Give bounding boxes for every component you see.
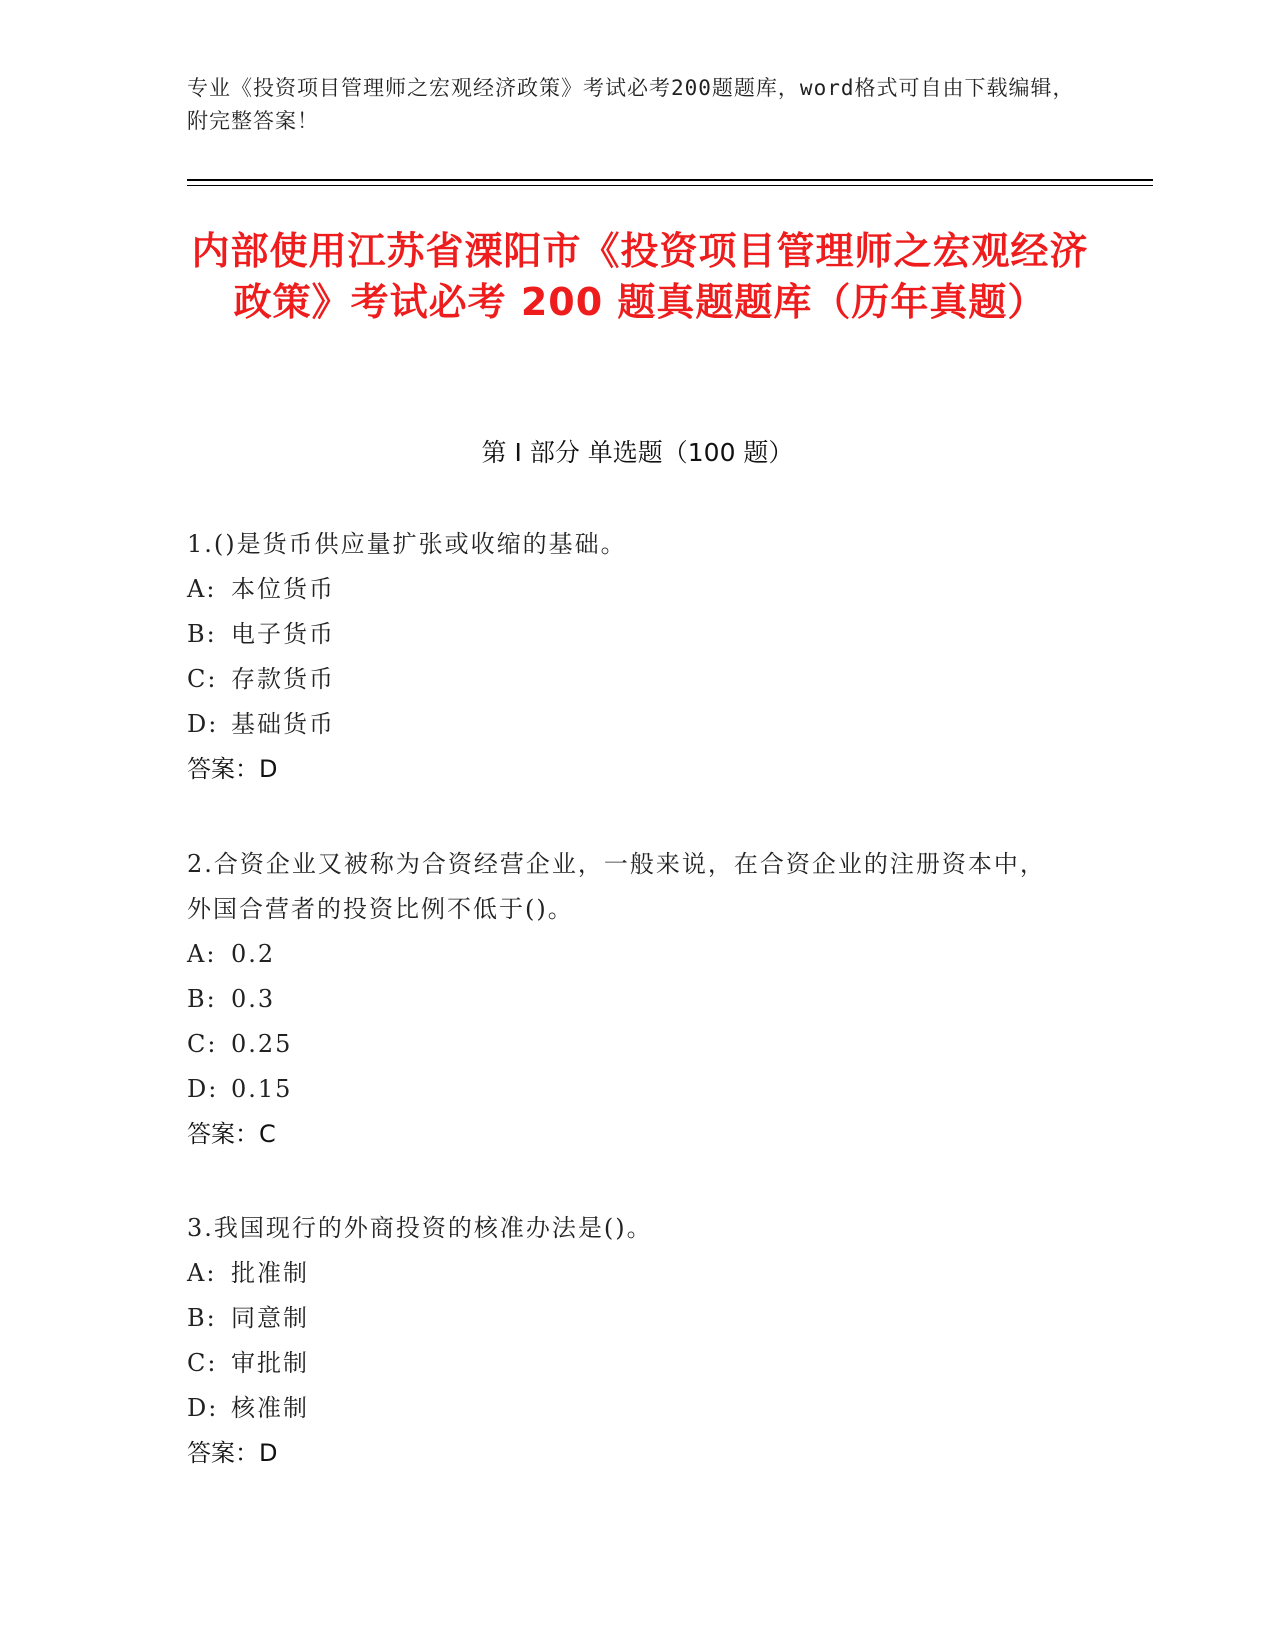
question-item	[187, 1206, 1067, 1476]
question-item	[187, 842, 1067, 1157]
option-text: 核准制	[231, 1394, 309, 1422]
option-a	[187, 932, 1067, 977]
option-label: B:	[187, 1304, 217, 1332]
option-label: D:	[187, 710, 219, 738]
header-divider-thick	[187, 179, 1153, 181]
option-label: D:	[187, 1394, 219, 1422]
option-text: 电子货币	[231, 620, 335, 648]
answer-line: 答案：D	[187, 1439, 278, 1467]
answer-line: 答案：C	[187, 1120, 276, 1148]
option-d	[187, 1067, 1067, 1112]
header-divider-thin	[187, 185, 1153, 186]
option-d	[187, 702, 1067, 747]
question-stem: 2.合资企业又被称为合资经营企业，一般来说，在合资企业的注册资本中，外国合营者的投资比例不低于()。	[187, 850, 1046, 923]
option-label: B:	[187, 620, 217, 648]
option-text: 批准制	[231, 1259, 309, 1287]
option-label: C:	[187, 1349, 218, 1377]
option-a	[187, 567, 1067, 612]
option-label: B:	[187, 985, 217, 1013]
option-b	[187, 612, 1067, 657]
question-item	[187, 522, 1067, 792]
option-c	[187, 657, 1067, 702]
option-text: 本位货币	[231, 575, 335, 603]
option-text: 0.25	[231, 1030, 293, 1058]
option-label: D:	[187, 1075, 219, 1103]
option-label: A:	[187, 575, 217, 603]
option-text: 0.15	[231, 1075, 293, 1103]
question-stem: 1.()是货币供应量扩张或收缩的基础。	[187, 530, 627, 558]
section-title: 第 I 部分 单选题（100 题）	[481, 438, 794, 467]
option-c	[187, 1022, 1067, 1067]
question-stem: 3.我国现行的外商投资的核准办法是()。	[187, 1214, 653, 1242]
answer-line: 答案：D	[187, 755, 278, 783]
option-label: A:	[187, 1259, 217, 1287]
option-b	[187, 977, 1067, 1022]
option-c	[187, 1341, 1067, 1386]
option-text: 同意制	[231, 1304, 309, 1332]
header-note: 专业《投资项目管理师之宏观经济政策》考试必考200题题库，word格式可自由下载编辑，附完整答案！	[187, 76, 1075, 133]
option-d	[187, 1386, 1067, 1431]
option-text: 审批制	[231, 1349, 309, 1377]
option-text: 基础货币	[231, 710, 335, 738]
option-label: A:	[187, 940, 217, 968]
option-label: C:	[187, 1030, 218, 1058]
option-a	[187, 1251, 1067, 1296]
option-text: 存款货币	[231, 665, 335, 693]
document-title: 内部使用江苏省溧阳市《投资项目管理师之宏观经济政策》考试必考 200 题真题题库（历年真题）	[191, 229, 1089, 324]
option-b	[187, 1296, 1067, 1341]
option-text: 0.2	[231, 940, 276, 968]
option-text: 0.3	[231, 985, 276, 1013]
option-label: C:	[187, 665, 218, 693]
